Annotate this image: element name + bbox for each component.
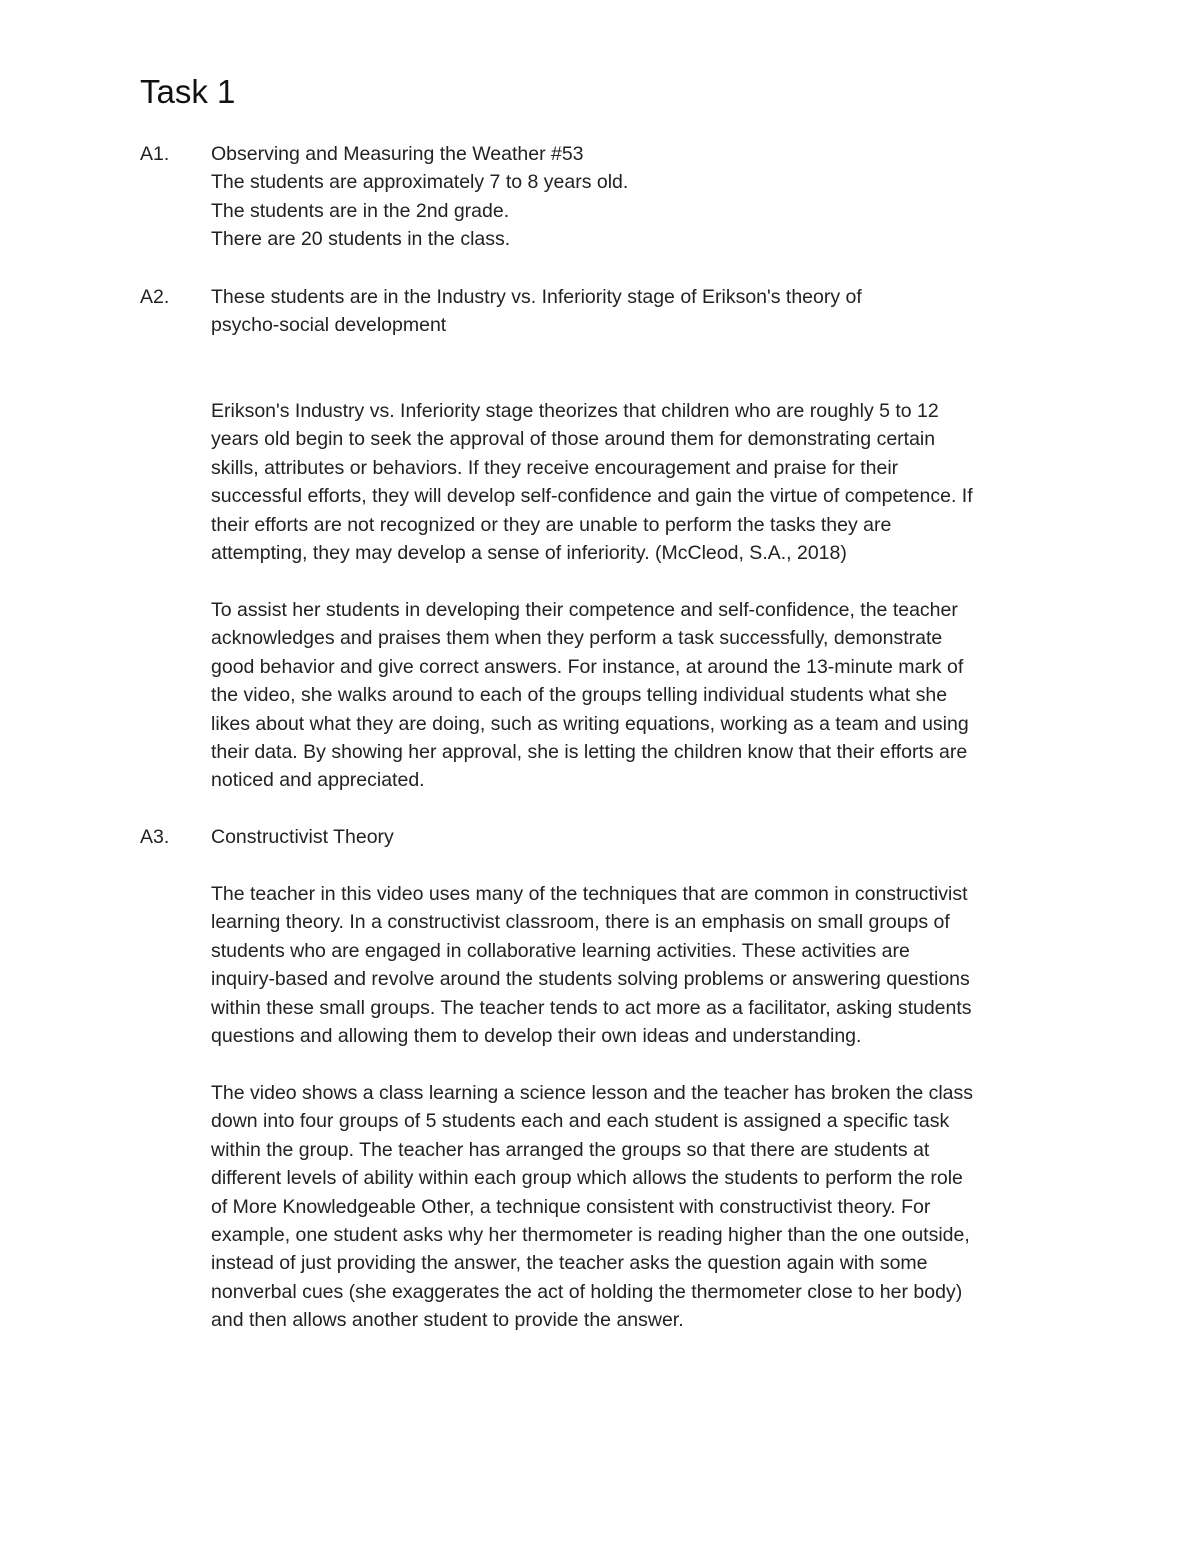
a3-p1-line: within these small groups. The teacher tends to act more as a facilitator, asking students: [211, 996, 972, 1019]
a2-p2-line: To assist her students in developing their competence and self-confidence, the teacher: [211, 599, 958, 621]
document-title: Task 1: [140, 73, 236, 110]
section-a2-paragraph-1: [211, 397, 1071, 567]
a2-p2-line: good behavior and give correct answers. For instance, at around the 13-minute mark of: [211, 655, 964, 678]
a1-line: The students are in the 2nd grade.: [211, 199, 510, 222]
a2-p1-line: attempting, they may develop a sense of inferiority. (McCleod, S.A., 2018): [211, 542, 847, 565]
a3-heading: Constructivist Theory: [211, 826, 394, 848]
a2-p2-line: likes about what they are doing, such as writing equations, working as a team and using: [211, 712, 969, 735]
a3-p2-line: within the group. The teacher has arranged the groups so that there are students at: [211, 1138, 930, 1161]
a2-p2-line: noticed and appreciated.: [211, 769, 425, 792]
a1-line: There are 20 students in the class.: [211, 228, 511, 251]
a3-p2-line: different levels of ability within each group which allows the students to perform the role: [211, 1167, 963, 1190]
a3-p1-line: questions and allowing them to develop their own ideas and understanding.: [211, 1025, 862, 1048]
a3-p2-line: and then allows another student to provide the answer.: [211, 1309, 684, 1332]
a3-p1-line: The teacher in this video uses many of the techniques that are common in constructivist: [211, 883, 968, 905]
section-a2-paragraph-2: [211, 596, 1071, 795]
a2-p2-line: the video, she walks around to each of the groups telling individual students what she: [211, 684, 948, 707]
a3-p2-line: instead of just providing the answer, the teacher asks the question again with some: [211, 1252, 928, 1275]
section-label-a1: A1.: [140, 143, 170, 165]
a3-p2-line: of More Knowledgeable Other, a technique consistent with constructivist theory. For: [211, 1195, 931, 1218]
a2-p2-line: acknowledges and praises them when they perform a task successfully, demonstrate: [211, 627, 943, 650]
a2-p1-line: successful efforts, they will develop self-confidence and gain the virtue of competence. If: [211, 485, 973, 508]
a2-heading-line: psycho-social development: [211, 314, 447, 337]
a3-p1-line: inquiry-based and revolve around the students solving problems or answering questions: [211, 968, 970, 991]
a1-line: Observing and Measuring the Weather #53: [211, 143, 584, 165]
a3-p2-line: The video shows a class learning a science lesson and the teacher has broken the class: [211, 1082, 974, 1104]
section-a1-body: [211, 140, 1071, 254]
section-label-a3: A3.: [140, 826, 170, 848]
a1-line: The students are approximately 7 to 8 years old.: [211, 171, 629, 194]
a3-p1-line: students who are engaged in collaborative learning activities. These activities are: [211, 939, 910, 962]
a2-p1-line: years old begin to seek the approval of those around them for demonstrating certain: [211, 428, 936, 451]
a3-p1-line: learning theory. In a constructivist classroom, there is an emphasis on small groups of: [211, 911, 950, 934]
a2-p1-line: Erikson's Industry vs. Inferiority stage theorizes that children who are roughly 5 to 12: [211, 400, 939, 422]
a2-p1-line: skills, attributes or behaviors. If they receive encouragement and praise for their: [211, 456, 899, 479]
a3-p2-line: nonverbal cues (she exaggerates the act of holding the thermometer close to her body): [211, 1280, 963, 1303]
a2-p1-line: their efforts are not recognized or they are unable to perform the tasks they are: [211, 513, 892, 536]
section-label-a2: A2.: [140, 286, 170, 308]
a2-p2-line: their data. By showing her approval, she is letting the children know that their efforts are: [211, 741, 968, 764]
section-a3-heading: [211, 823, 1071, 851]
a3-p2-line: down into four groups of 5 students each and each student is assigned a specific task: [211, 1110, 950, 1133]
a3-p2-line: example, one student asks why her thermometer is reading higher than the one outside,: [211, 1224, 970, 1247]
section-a2-heading: [211, 283, 1071, 340]
a2-heading-line: These students are in the Industry vs. Inferiority stage of Erikson's theory of: [211, 286, 862, 308]
section-a3-paragraph-1: [211, 880, 1071, 1050]
section-a3-paragraph-2: [211, 1079, 1071, 1335]
